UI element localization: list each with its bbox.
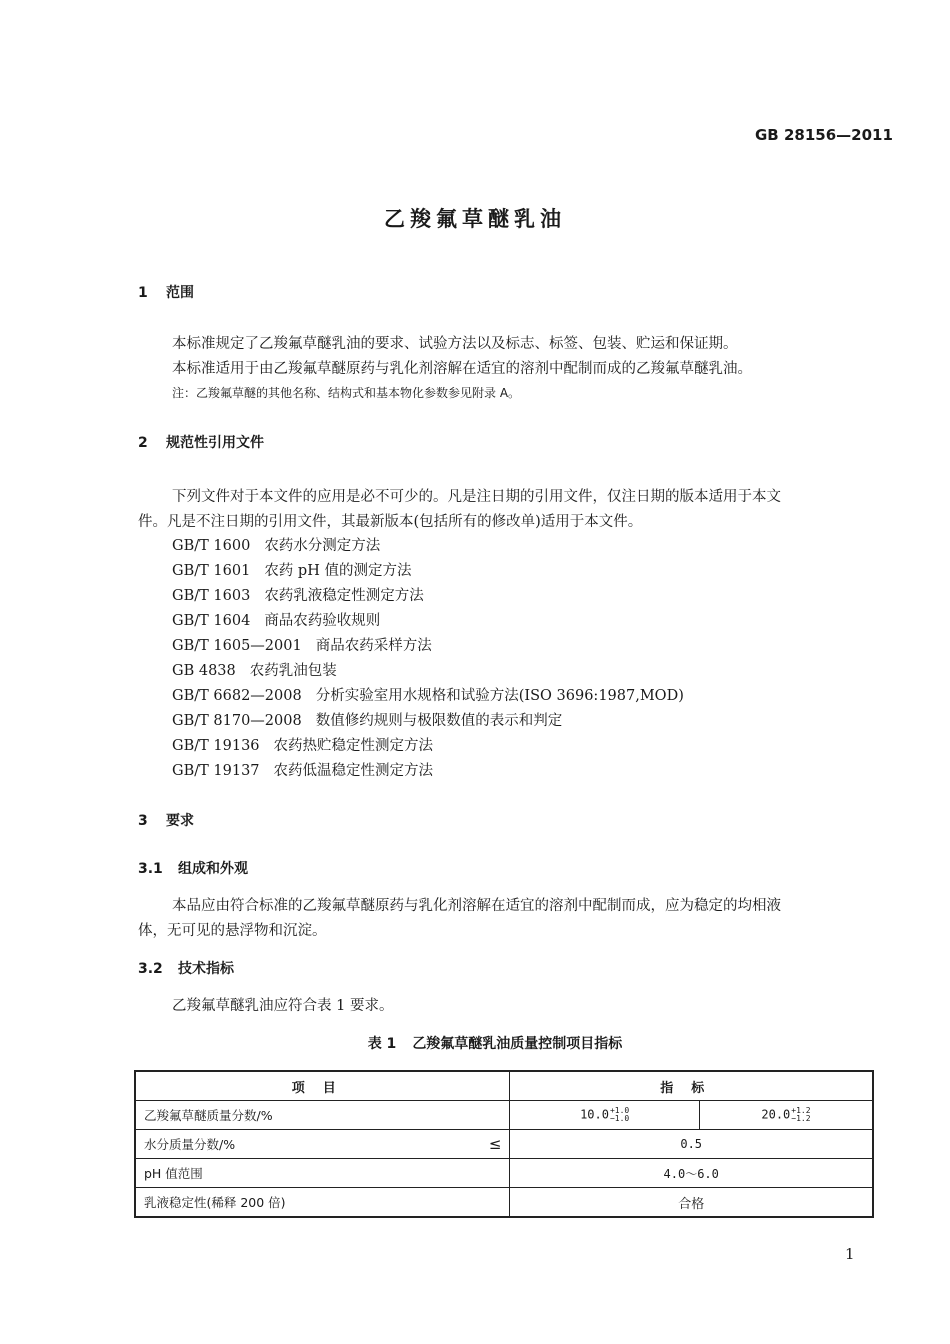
- row-value: 0.5: [510, 1130, 873, 1159]
- reference-code: GB/T 1603: [172, 588, 251, 604]
- header-index: 指标: [510, 1071, 873, 1101]
- reference-item: [172, 659, 337, 680]
- reference-item: [172, 759, 433, 780]
- section-3-1-paragraph-line-1: 本品应由符合标准的乙羧氟草醚原药与乳化剂溶解在适宜的溶剂中配制而成，应为稳定的均相液: [172, 898, 781, 914]
- section-1-paragraph-2: 本标准适用于由乙羧氟草醚原药与乳化剂溶解在适宜的溶剂中配制而成的乙羧氟草醚乳油。: [172, 361, 752, 377]
- section-3-2-number: 3.2: [138, 961, 163, 977]
- reference-title: 农药低温稳定性测定方法: [273, 763, 434, 779]
- section-3-2-title: 技术指标: [178, 961, 234, 977]
- section-3-2-heading: [138, 958, 234, 978]
- table-1-caption-title: 乙羧氟草醚乳油质量控制项目指标: [412, 1036, 623, 1052]
- section-3-number: 3: [138, 813, 148, 829]
- reference-item: [172, 559, 411, 580]
- reference-title: 农药水分测定方法: [264, 538, 381, 554]
- row-value-20: 20.0 +1.2 −1.2: [699, 1101, 873, 1130]
- reference-code: GB/T 1604: [172, 613, 251, 629]
- table-1-caption: [0, 1033, 950, 1053]
- section-1-number: 1: [138, 285, 148, 301]
- section-3-1-title: 组成和外观: [178, 861, 248, 877]
- reference-title: 分析实验室用水规格和试验方法(ISO 3696:1987,MOD): [315, 688, 684, 704]
- table-1-caption-number: 表 1: [367, 1036, 397, 1052]
- section-2-paragraph-line-2: 件。凡是不注日期的引用文件，其最新版本(包括所有的修改单)适用于本文件。: [138, 514, 643, 530]
- section-1-note: 注：乙羧氟草醚的其他名称、结构式和基本物化参数参见附录 A。: [172, 386, 521, 400]
- reference-title: 农药 pH 值的测定方法: [264, 563, 412, 579]
- reference-code: GB/T 8170—2008: [172, 713, 302, 729]
- reference-code: GB/T 19137: [172, 763, 260, 779]
- section-2-paragraph-line-1: 下列文件对于本文件的应用是必不可少的。凡是注日期的引用文件，仅注日期的版本适用于本文: [172, 489, 781, 505]
- reference-item: [172, 734, 433, 755]
- section-3-1-number: 3.1: [138, 861, 163, 877]
- row-value: 合格: [510, 1188, 873, 1218]
- section-2-title: 规范性引用文件: [166, 435, 264, 451]
- page-number: 1: [845, 1245, 855, 1263]
- reference-item: [172, 534, 380, 555]
- table-header-row: [135, 1071, 873, 1101]
- table-1: [134, 1070, 874, 1218]
- reference-code: GB/T 1600: [172, 538, 251, 554]
- reference-title: 农药乳液稳定性测定方法: [264, 588, 424, 604]
- reference-title: 数值修约规则与极限数值的表示和判定: [315, 713, 563, 729]
- reference-item: [172, 684, 684, 705]
- less-or-equal-symbol: ≤: [488, 1135, 502, 1153]
- table-row: [135, 1159, 873, 1188]
- reference-title: 农药热贮稳定性测定方法: [273, 738, 434, 754]
- reference-code: GB/T 6682—2008: [172, 688, 302, 704]
- row-label: 水分质量分数/% ≤: [135, 1130, 510, 1159]
- reference-code: GB/T 1601: [172, 563, 251, 579]
- document-title: 乙羧氟草醚乳油: [384, 207, 566, 231]
- standard-code: GB 28156—2011: [755, 126, 893, 144]
- section-3-title: 要求: [166, 813, 194, 829]
- section-2-heading: [138, 432, 264, 452]
- reference-title: 商品农药验收规则: [264, 613, 381, 629]
- reference-item: [172, 709, 562, 730]
- section-3-1-paragraph-line-2: 体，无可见的悬浮物和沉淀。: [138, 923, 327, 939]
- row-label: 乳液稳定性(稀释 200 倍): [135, 1188, 510, 1218]
- reference-code: GB 4838: [172, 663, 236, 679]
- reference-title: 农药乳油包装: [249, 663, 337, 679]
- row-label: 乙羧氟草醚质量分数/%: [135, 1101, 510, 1130]
- reference-code: GB/T 19136: [172, 738, 260, 754]
- row-label: pH 值范围: [135, 1159, 510, 1188]
- table-row: [135, 1130, 873, 1159]
- section-1-paragraph-1: 本标准规定了乙羧氟草醚乳油的要求、试验方法以及标志、标签、包装、贮运和保证期。: [172, 336, 738, 352]
- row-value: 4.0～6.0: [510, 1159, 873, 1188]
- table-row: [135, 1188, 873, 1218]
- reference-title: 商品农药采样方法: [315, 638, 432, 654]
- row-value-10: 10.0 +1.0 −1.0: [510, 1101, 700, 1130]
- table-row: [135, 1101, 873, 1130]
- section-1-heading: [138, 282, 194, 302]
- section-3-2-paragraph: 乙羧氟草醚乳油应符合表 1 要求。: [172, 998, 394, 1014]
- section-1-title: 范围: [166, 285, 194, 301]
- header-item: 项目: [135, 1071, 510, 1101]
- reference-item: [172, 634, 432, 655]
- section-2-number: 2: [138, 435, 148, 451]
- section-3-heading: [138, 810, 194, 830]
- reference-item: [172, 609, 380, 630]
- section-3-1-heading: [138, 858, 248, 878]
- reference-item: [172, 584, 424, 605]
- reference-code: GB/T 1605—2001: [172, 638, 302, 654]
